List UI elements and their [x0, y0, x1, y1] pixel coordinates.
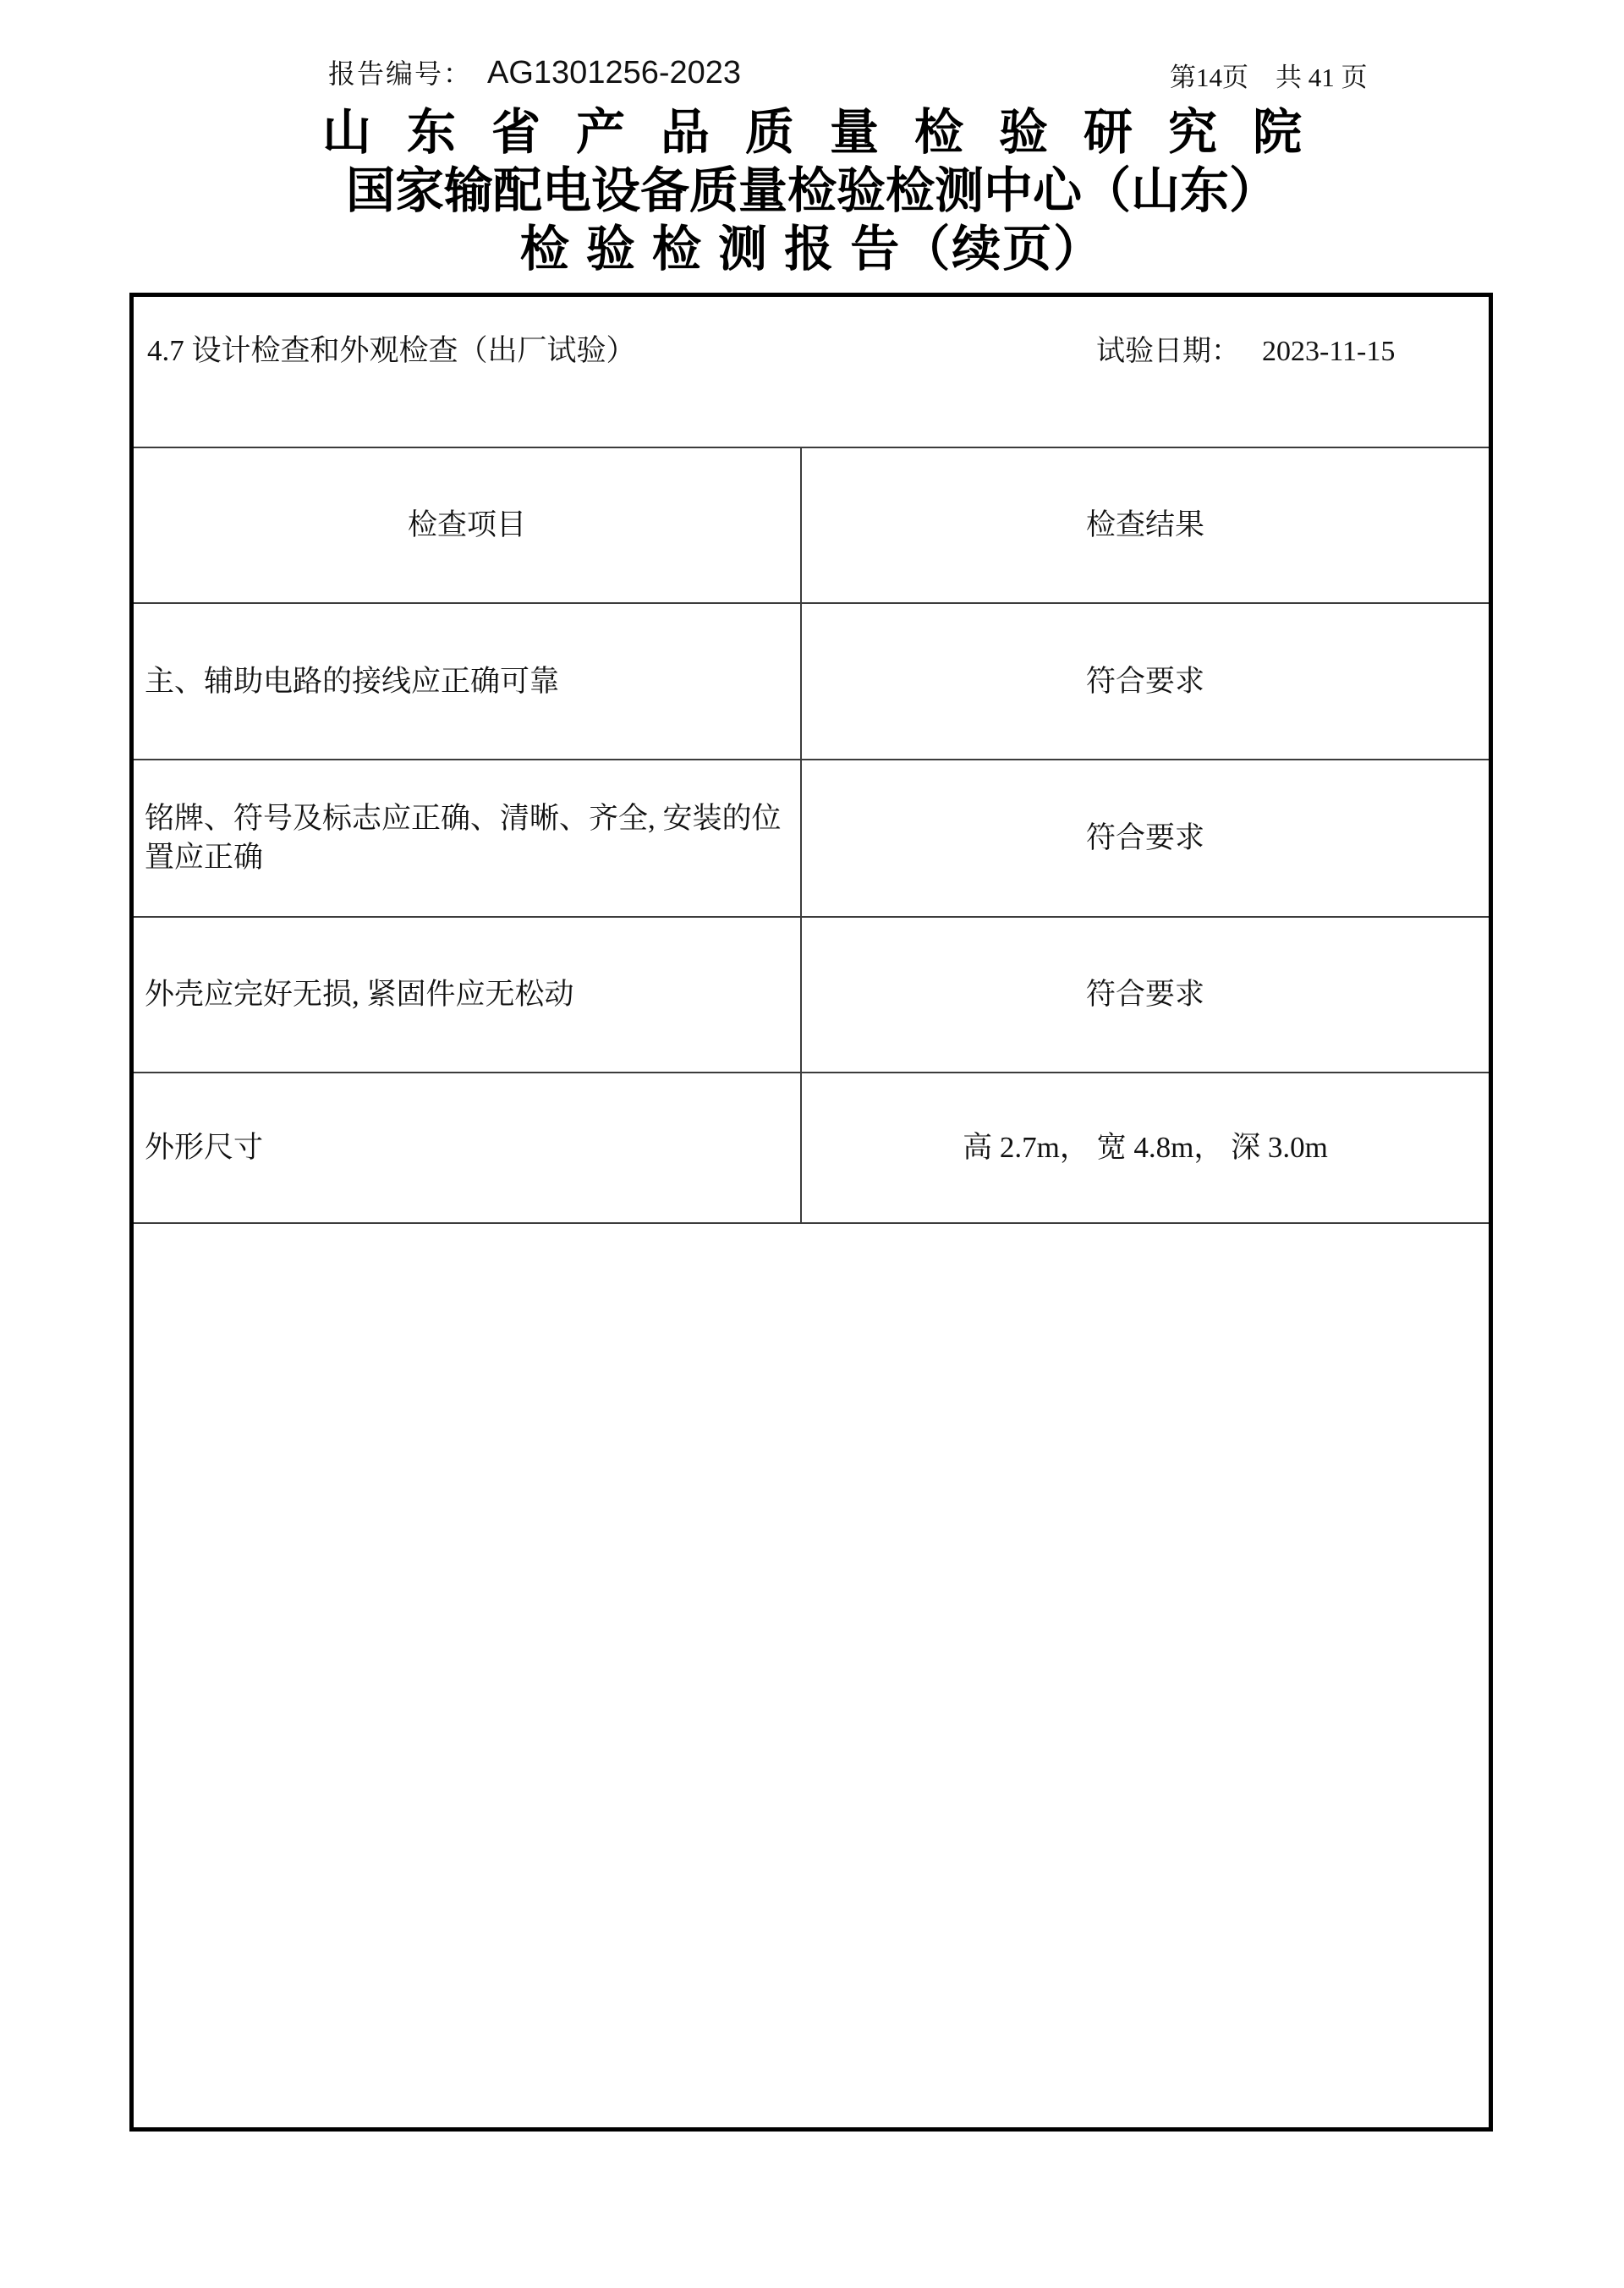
page-total: 共 41 页: [1276, 63, 1368, 92]
report-number-value: AG1301256-2023: [487, 55, 742, 91]
title-line-center: 国家输配电设备质量检验检测中心（山东）: [345, 163, 1278, 218]
page-current: 第14页: [1170, 63, 1248, 92]
item-cell: 主、辅助电路的接线应正确可靠: [134, 604, 802, 759]
column-header-result: 检查结果: [1085, 508, 1204, 541]
item-cell: 铭牌、符号及标志应正确、清晰、齐全, 安装的位置应正确: [134, 760, 802, 916]
table-row: [134, 1072, 1489, 1222]
table-header-row: [134, 447, 1489, 602]
result-cell: 高 2.7m， 宽 4.8m， 深 3.0m: [963, 1131, 1328, 1164]
report-number-line: [328, 52, 741, 91]
test-date-value: 2023-11-15: [1262, 336, 1396, 367]
result-cell: 符合要求: [1085, 821, 1204, 854]
table-row: [134, 602, 1489, 759]
result-cell: 符合要求: [1085, 978, 1204, 1011]
document-title: [0, 103, 1624, 278]
section-heading: 4.7 设计检查和外观检查（出厂试验）: [147, 334, 636, 367]
title-line-report: 检 验 检 测 报 告（续页）: [519, 222, 1105, 277]
report-number-label: 报告编号：: [328, 58, 473, 89]
test-date-line: [1096, 327, 1395, 369]
inspection-report-box: [129, 293, 1493, 2132]
item-cell: 外形尺寸: [134, 1073, 802, 1222]
page-indicator: [1170, 56, 1368, 94]
column-header-item: 检查项目: [134, 448, 802, 602]
title-line-institute: 山东省产品质量检验研究院: [321, 105, 1337, 160]
table-row: [134, 916, 1489, 1072]
item-cell: 外壳应完好无损, 紧固件应无松动: [134, 918, 802, 1072]
section-header-row: [134, 297, 1489, 447]
result-cell: 符合要求: [1085, 664, 1204, 698]
blank-area: [134, 1222, 1489, 2127]
test-date-label: 试验日期：: [1096, 336, 1240, 367]
table-row: [134, 759, 1489, 916]
